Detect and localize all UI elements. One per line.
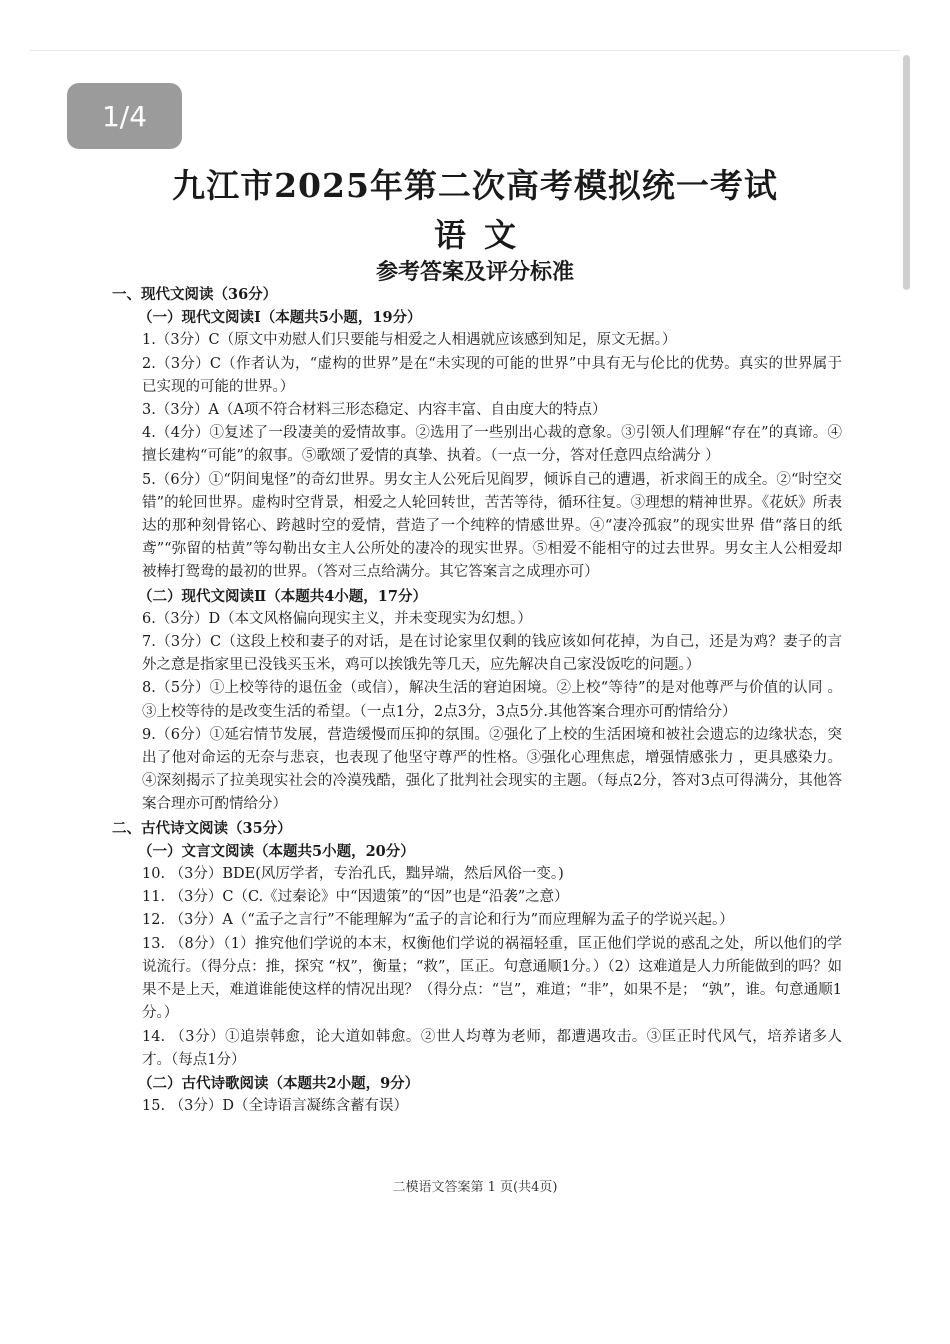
answer-item: 4.（4分）①复述了一段凄美的爱情故事。②选用了一些别出心裁的意象。③引领人们理解“存在”的真谛。④擅长建构“可能”的叙事。⑤歌颂了爱情的真挚、执着。（一点一分，答对任意四点给满分 ） xyxy=(142,425,842,465)
answer-item: 3.（3分）A（A项不符合材料三形态稳定、内容丰富、自由度大的特点） xyxy=(142,402,607,419)
answer-item: 11. （3分）C（C.《过秦论》中“因遗策”的“因”也是“沿袭”之意） xyxy=(142,889,569,906)
document-subtitle: 参考答案及评分标准 xyxy=(375,259,574,285)
answer-content xyxy=(112,283,842,1118)
answer-item: 5.（6分）①“阴间鬼怪”的奇幻世界。男女主人公死后见阎罗，倾诉自己的遭遇，祈求阎王的成全。②“时空交错”的轮回世界。虚构时空背景，相爱之人轮回转世，苦苦等待，循环往复。③理想的精神世界。《花妖》所表达的那种刻骨铭心、跨越时空的爱情，营造了一个纯粹的情感世界。④“凄冷孤寂”的现实世界 借“落日的纸鸢”“弥留的枯黄”等勾勒出女主人公所处的凄冷的现实世界。⑤相爱不能相守的过去世界。男女主人公相爱却被棒打鸳鸯的最初的世界。（答对三点给满分。其它答案言之成理亦可） xyxy=(142,471,842,581)
section-heading: 一、现代文阅读（36分） xyxy=(112,286,278,303)
subsection-heading: （一）文言文阅读（本题共5小题，20分） xyxy=(138,842,415,860)
answer-item: 1.（3分）C（原文中劝慰人们只要能与相爱之人相遇就应该感到知足，原文无据。） xyxy=(142,332,677,349)
subsection-heading: （二）现代文阅读Ⅱ（本题共4小题，17分） xyxy=(138,587,427,605)
answer-item: 15. （3分）D（全诗语言凝练含蓄有误） xyxy=(142,1098,409,1115)
answer-item: 6.（3分）D（本文风格偏向现实主义，并未变现实为幻想。） xyxy=(142,610,532,627)
answer-item: 8.（5分）①上校等待的退伍金（或信），解决生活的窘迫困境。②上校“等待”的是对他尊严与价值的认同 。③上校等待的是改变生活的希望。（一点1分，2点3分，3点5分.其他答案合理亦可酌情给分） xyxy=(142,680,842,720)
answer-item: 13. （8分）（1）推究他们学说的本末，权衡他们学说的祸福轻重，匡正他们学说的惑乱之处，所以他们的学说流行。（得分点：推，探究 “权”，衡量；“救”，匡正。句意通顺1分。）（2）这难道是人力所能做到的吗？如果不是上天，难道谁能使这样的情况出现？（得分点：“岂”，难道；“非”，如果不是； “孰”，谁。句意通顺1分。） xyxy=(142,935,842,1022)
answer-item: 9.（6分）①延宕情节发展，营造缓慢而压抑的氛围。②强化了上校的生活困境和被社会遗忘的边缘状态，突出了他对命运的无奈与悲哀，也表现了他坚守尊严的性格。③强化心理焦虑，增强情感张力 ，更具感染力。④深刻揭示了拉美现实社会的冷漠残酷，强化了批判社会现实的主题。（每点2分，答对3点可得满分，其他答案合理亦可酌情给分） xyxy=(142,726,842,813)
top-divider xyxy=(30,50,900,51)
page-indicator: 1/4 xyxy=(67,83,182,149)
subsection-heading: （二）古代诗歌阅读（本题共2小题，9分） xyxy=(138,1074,420,1092)
answer-item: 14. （3分）①追崇韩愈，论大道如韩愈。②世人均尊为老师，都遭遇攻击。③匡正时代风气，培养诸多人才。（每点1分） xyxy=(142,1028,842,1068)
answer-item: 2.（3分）C（作者认为，“虚构的世界”是在“未实现的可能的世界”中具有无与伦比的优势。真实的世界属于已实现的可能的世界。） xyxy=(142,355,842,395)
document-title: 九江市2025年第二次高考模拟统一考试 xyxy=(172,166,778,205)
answer-item: 7.（3分）C（这段上校和妻子的对话，是在讨论家里仅剩的钱应该如何花掉，为自己，还是为鸡？妻子的言外之意是指家里已没钱买玉米，鸡可以挨饿先等几天，应先解决自己家没饭吃的问题。） xyxy=(142,634,842,674)
page-footer: 二模语文答案第 1 页(共4页) xyxy=(392,1180,558,1195)
answer-item: 10. （3分）BDE(风厉学者，专治孔氏，黜异端，然后风俗一变。) xyxy=(142,866,564,883)
section-heading: 二、古代诗文阅读（35分） xyxy=(112,819,292,837)
subject-title: 语文 xyxy=(433,216,534,254)
subsection-heading: （一）现代文阅读Ⅰ（本题共5小题，19分） xyxy=(138,309,422,327)
answer-item: 12. （3分）A（“孟子之言行”不能理解为“孟子的言论和行为”而应理解为孟子的学说兴起。） xyxy=(142,912,734,929)
